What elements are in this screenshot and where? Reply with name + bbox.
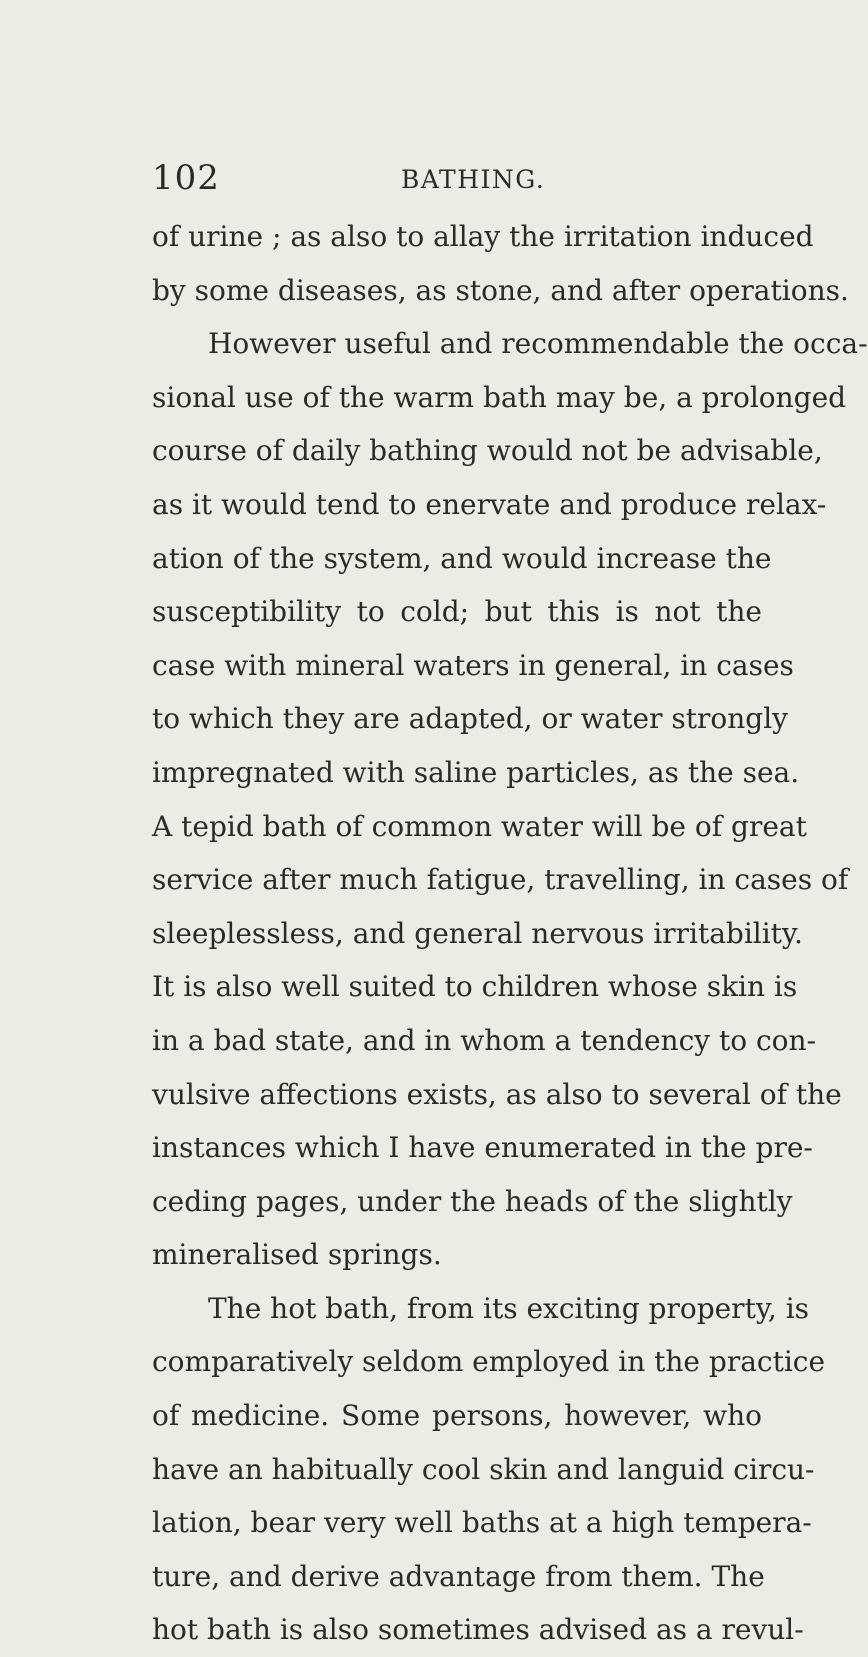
- text-line: mineralised springs.: [152, 1238, 442, 1272]
- body-text: [152, 210, 868, 1657]
- text-line: The hot bath, from its exciting property, is: [208, 1291, 810, 1325]
- text-line: ation of the system, and would increase the: [152, 541, 772, 575]
- text-line: by some diseases, as stone, and after operations.: [152, 273, 849, 307]
- text-line: instances which I have enumerated in the pre-: [152, 1131, 813, 1165]
- text-line: vulsive affections exists, as also to several of the: [152, 1077, 842, 1111]
- text-line: ceding pages, under the heads of the slightly: [152, 1184, 793, 1218]
- page-number: 102: [152, 158, 220, 198]
- text-line: It is also well suited to children whose skin is: [152, 970, 798, 1004]
- text-line: impregnated with saline particles, as the sea.: [152, 755, 800, 789]
- text-line: ture, and derive advantage from them. The: [152, 1559, 765, 1593]
- text-line: to which they are adapted, or water strongly: [152, 702, 788, 736]
- text-line: have an habitually cool skin and languid circu-: [152, 1452, 815, 1486]
- text-line: in a bad state, and in whom a tendency to con-: [152, 1023, 817, 1057]
- text-line: lation, bear very well baths at a high tempera-: [152, 1506, 812, 1540]
- text-line: as it would tend to enervate and produce relax-: [152, 487, 827, 521]
- text-line: sleeplessless, and general nervous irritability.: [152, 916, 803, 950]
- text-line: of urine ; as also to allay the irritation induced: [152, 220, 814, 253]
- text-line: A tepid bath of common water will be of great: [152, 809, 807, 843]
- text-line: course of daily bathing would not be advisable,: [152, 434, 823, 468]
- text-line: comparatively seldom employed in the practice: [152, 1345, 826, 1379]
- text-line: service after much fatigue, travelling, in cases of: [152, 863, 849, 897]
- text-line: case with mineral waters in general, in cases: [152, 648, 794, 682]
- text-line: of medicine. Some persons, however, who: [152, 1399, 762, 1433]
- text-line: hot bath is also sometimes advised as a revul-: [152, 1613, 804, 1647]
- running-head: BATHING.: [401, 165, 546, 194]
- page-header: [152, 158, 712, 198]
- text-line: However useful and recommendable the occa-: [208, 327, 868, 361]
- text-line: sional use of the warm bath may be, a prolonged: [152, 380, 847, 414]
- text-line: susceptibility to cold; but this is not the: [152, 595, 762, 629]
